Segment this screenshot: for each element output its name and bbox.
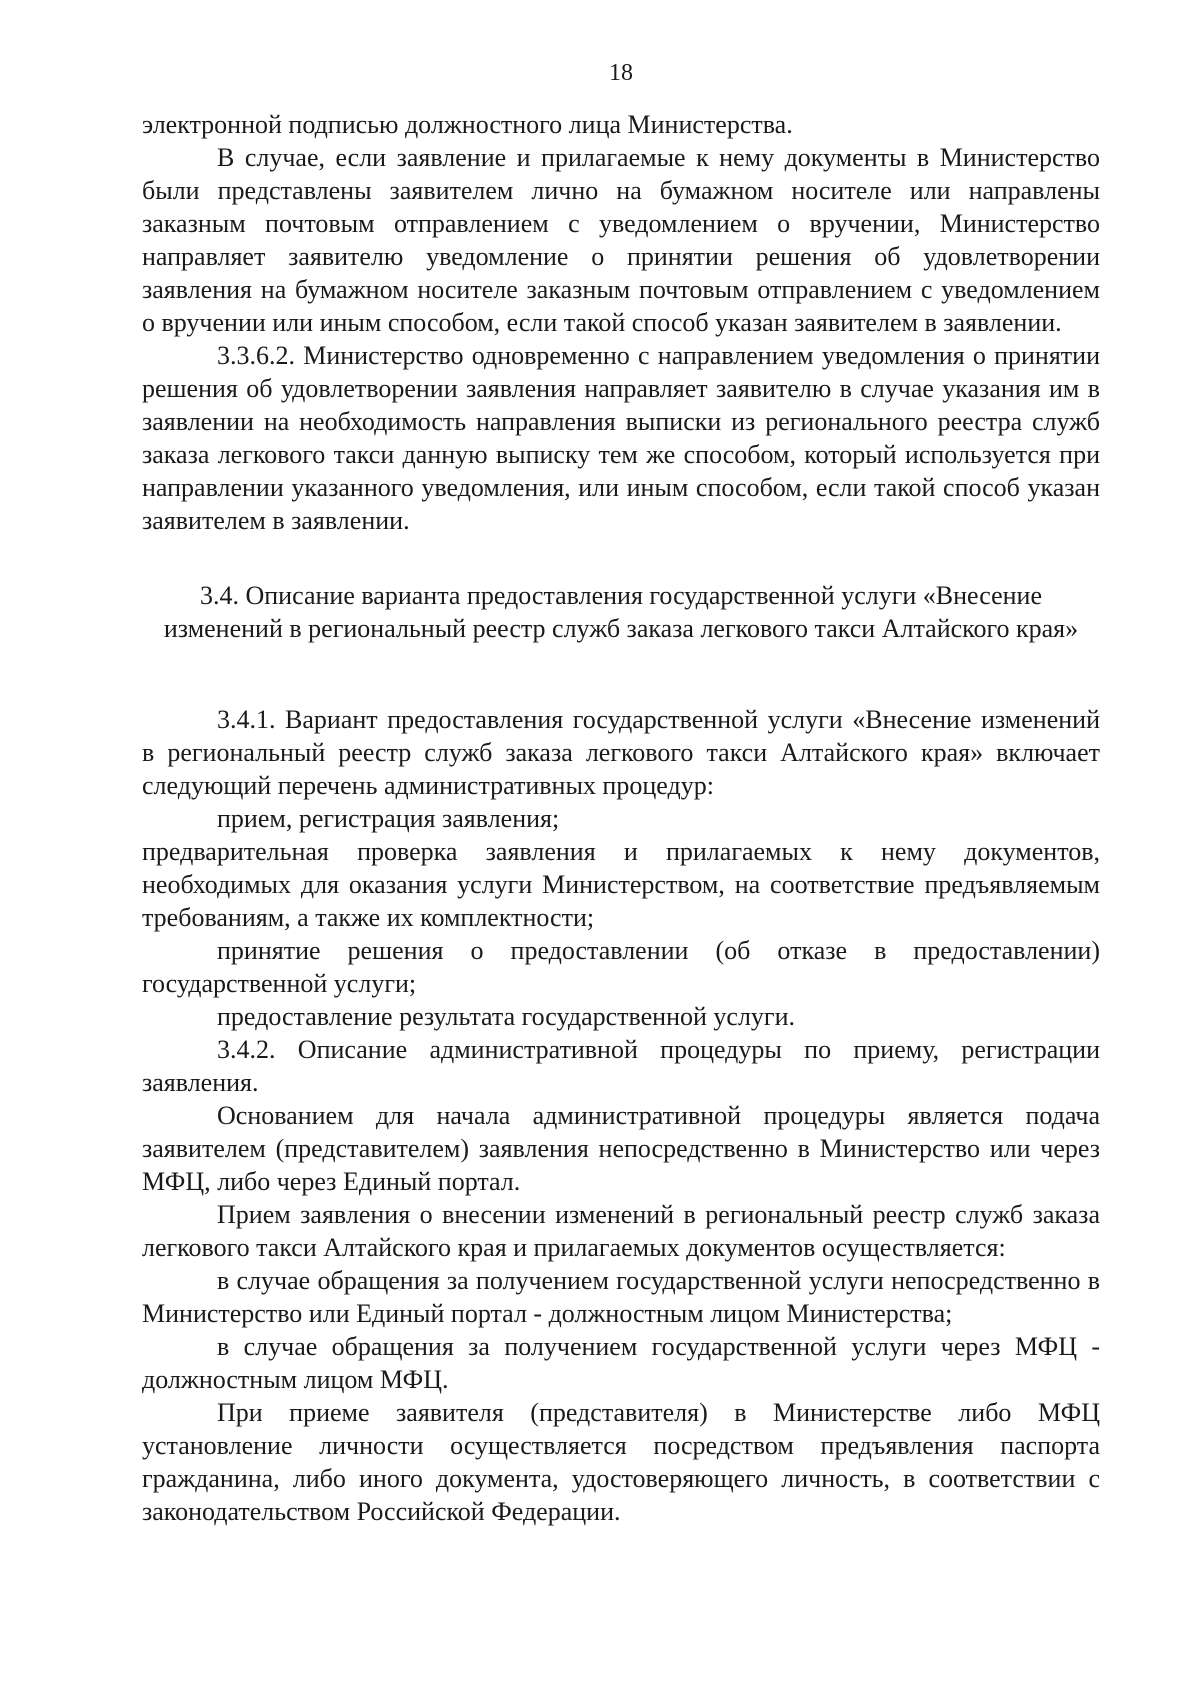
section-heading-3-4: 3.4. Описание варианта предоставления государственной услуги «Внесение изменений в региональный реестр служб заказа легкового такси Алтайского края» bbox=[163, 581, 1079, 643]
list-item: в случае обращения за получением государственной услуги непосредственно в Министерство или Единый портал - должностным лицом Министерства; bbox=[142, 1266, 1100, 1328]
paragraph-3-3-6-2: 3.3.6.2. Министерство одновременно с направлением уведомления о принятии решения об удовлетворении заявления направляет заявителю в случае указания им в заявлении на необходимость направления выписки из регионального реестра служб заказа легкового такси данную выписку тем же способом, который используется при направлении указанного уведомления, или иным способом, если такой способ указан заявителем в заявлении. bbox=[142, 341, 1100, 535]
list-item: предварительная проверка заявления и прилагаемых к нему документов, необходимых для оказания услуги Министерством, на соответствие предъявляемым требованиям, а также их комплектности; bbox=[142, 837, 1100, 932]
page-number: 18 bbox=[609, 60, 633, 86]
paragraph-3-4-1: 3.4.1. Вариант предоставления государственной услуги «Внесение изменений в региональный реестр служб заказа легкового такси Алтайского края» включает следующий перечень административных процедур: bbox=[142, 705, 1100, 800]
list-item: принятие решения о предоставлении (об отказе в предоставлении) государственной услуги; bbox=[142, 936, 1100, 998]
paragraph: В случае, если заявление и прилагаемые к нему документы в Министерство были представлены заявителем лично на бумажном носителе или направлены заказным почтовым отправлением с уведомлением о вручении, Министерство направляет заявителю уведомление о принятии решения об удовлетворении заявления на бумажном носителе заказным почтовым отправлением с уведомлением о вручении или иным способом, если такой способ указан заявителем в заявлении. bbox=[142, 143, 1100, 337]
paragraph: Прием заявления о внесении изменений в региональный реестр служб заказа легкового такси Алтайского края и прилагаемых документов осуществляется: bbox=[142, 1200, 1100, 1262]
list-item: в случае обращения за получением государственной услуги через МФЦ - должностным лицом МФЦ. bbox=[142, 1332, 1100, 1394]
paragraph-3-4-2: 3.4.2. Описание административной процедуры по приему, регистрации заявления. bbox=[142, 1035, 1100, 1097]
paragraph: При приеме заявителя (представителя) в Министерстве либо МФЦ установление личности осуществляется посредством предъявления паспорта гражданина, либо иного документа, удостоверяющего личность, в соответствии с законодательством Российской Федерации. bbox=[142, 1398, 1100, 1526]
list-item: прием, регистрация заявления; bbox=[217, 804, 560, 833]
paragraph: Основанием для начала административной процедуры является подача заявителем (представителем) заявления непосредственно в Министерство или через МФЦ, либо через Единый портал. bbox=[142, 1101, 1100, 1196]
paragraph-continuation: электронной подписью должностного лица Министерства. bbox=[142, 110, 793, 139]
list-item: предоставление результата государственной услуги. bbox=[217, 1002, 796, 1031]
